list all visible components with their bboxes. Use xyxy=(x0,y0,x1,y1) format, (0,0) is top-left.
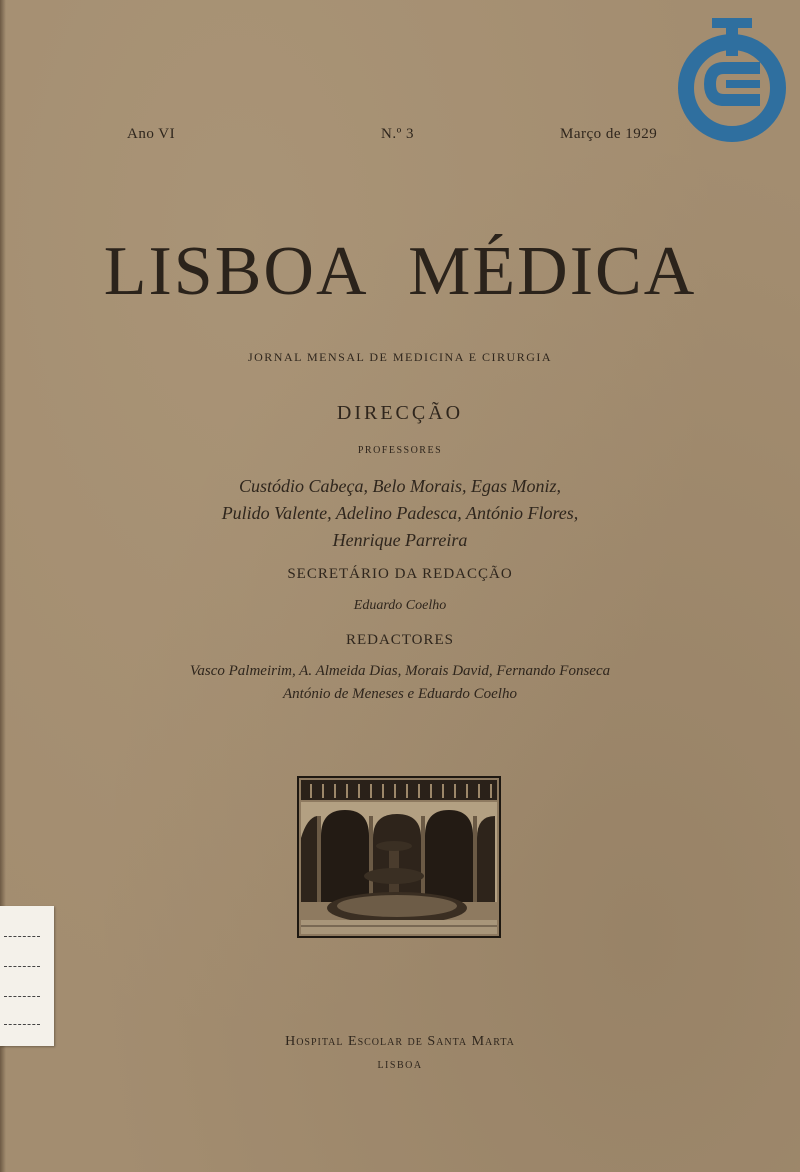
redactores-line-2: António de Meneses e Eduardo Coelho xyxy=(283,686,517,702)
professores-line-3: Henrique Parreira xyxy=(332,530,468,550)
professores-subheading: PROFESSORES xyxy=(357,445,443,456)
redactores-line-1: Vasco Palmeirim, A. Almeida Dias, Morais David, Fernando Fonseca xyxy=(189,663,611,679)
journal-title: LISBOA MÉDICA xyxy=(103,233,697,310)
professores-line-1: Custódio Cabeça, Belo Morais, Egas Moniz, xyxy=(239,476,561,496)
issue-date: Março de 1929 xyxy=(560,126,658,142)
library-stamp-icon xyxy=(676,16,788,144)
secretario-heading: SECRETÁRIO DA REDACÇÃO xyxy=(287,566,513,582)
volume-year: Ano VI xyxy=(127,126,176,142)
direccao-heading: DIRECÇÃO xyxy=(336,402,464,424)
secretario-name: Eduardo Coelho xyxy=(353,598,447,613)
courtyard-fountain-illustration xyxy=(297,776,501,938)
journal-subtitle: JORNAL MENSAL DE MEDICINA E CIRURGIA xyxy=(247,350,553,364)
library-label-sticker xyxy=(0,906,54,1046)
publisher-city: LISBOA xyxy=(377,1060,423,1071)
redactores-heading: REDACTORES xyxy=(345,632,455,648)
issue-number: N.º 3 xyxy=(381,126,414,142)
publisher-hospital: Hospital Escolar de Santa Marta xyxy=(285,1034,515,1049)
professores-line-2: Pulido Valente, Adelino Padesca, António Flores, xyxy=(221,503,579,523)
